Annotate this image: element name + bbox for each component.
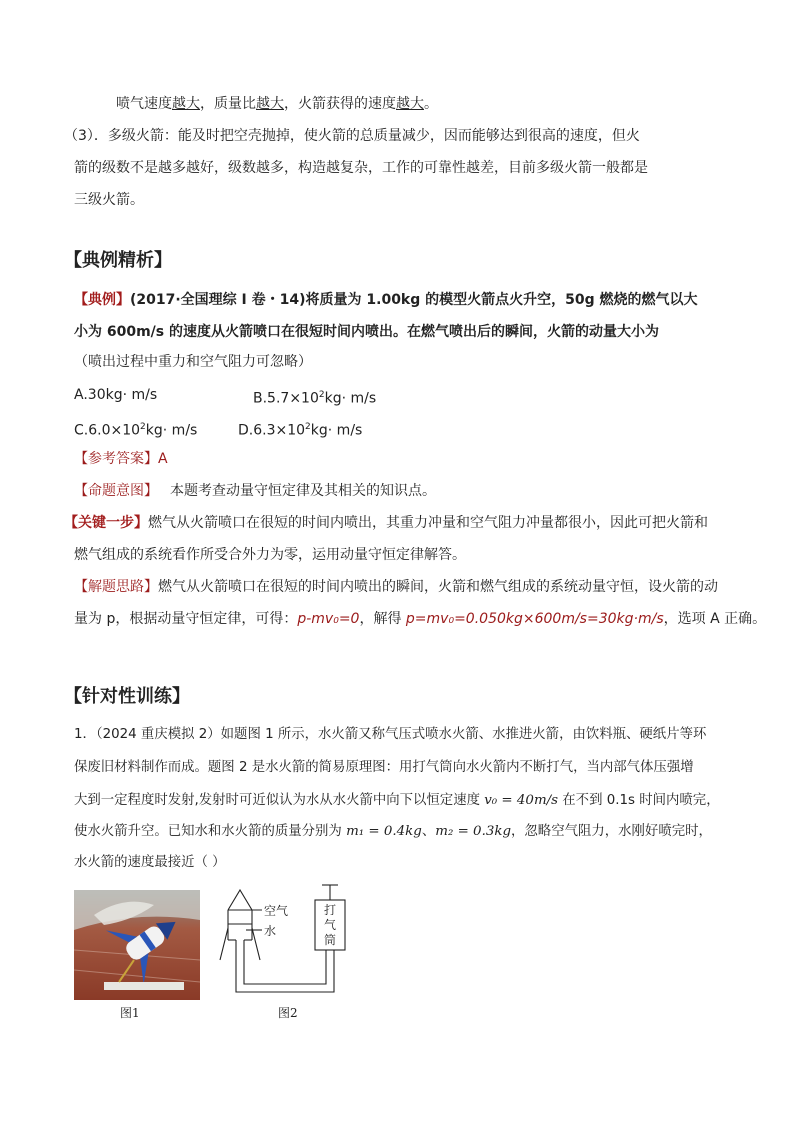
example-section-heading: 【典例精析】 bbox=[64, 250, 172, 271]
text: 大到一定程度时发射,发射时可近似认为水从水火箭中向下以恒定速度 bbox=[74, 793, 485, 808]
label-water: 水 bbox=[264, 924, 277, 938]
text: 量为 p，根据动量守恒定律，可得： bbox=[74, 611, 298, 627]
key-step-line-2: 燃气组成的系统看作所受合外力为零，运用动量守恒定律解答。 bbox=[74, 547, 466, 563]
underlined-answer: 越大 bbox=[172, 96, 200, 112]
water-rocket-photo bbox=[74, 890, 200, 1000]
text: 在不到 0.1s 时间内喷完， bbox=[558, 793, 720, 808]
pump-char: 打 bbox=[323, 903, 336, 917]
math-velocity: v₀ = 40m/s bbox=[484, 793, 559, 808]
answer-value: A bbox=[158, 451, 168, 467]
multistage-line-3: 三级火箭。 bbox=[74, 192, 144, 208]
example-tag: 【典例】 bbox=[74, 292, 130, 308]
text: C.6.0×10 bbox=[74, 422, 141, 439]
training-section-heading: 【针对性训练】 bbox=[64, 686, 190, 707]
text: kg· m/s bbox=[324, 390, 377, 407]
text: B.5.7×10 bbox=[253, 390, 319, 407]
equation: p=mv₀=0.050kg×600m/s=30kg·m/s bbox=[405, 611, 664, 627]
text: ，忽略空气阻力，水刚好喷完时， bbox=[511, 824, 712, 839]
exponent: 2 bbox=[305, 422, 311, 432]
pump-label bbox=[323, 903, 337, 948]
multistage-line-1: （3）．多级火箭：能及时把空壳抛掉，使火箭的总质量减少，因而能够达到很高的速度，但火 bbox=[64, 128, 640, 144]
text: kg· m/s bbox=[145, 422, 198, 439]
text: 使水火箭升空。已知水和水火箭的质量分别为 bbox=[74, 824, 347, 839]
solution-text: 燃气从火箭喷口在很短的时间内喷出的瞬间，火箭和燃气组成的系统动量守恒，设火箭的动 bbox=[158, 579, 718, 595]
example-line-1 bbox=[74, 290, 698, 310]
answer-tag: 【参考答案】 bbox=[74, 451, 158, 467]
solution-line-1 bbox=[74, 577, 718, 597]
equation: p-mv₀=0 bbox=[297, 611, 360, 627]
water-rocket-photo-icon bbox=[74, 890, 200, 1000]
q1-line-2: 保废旧材料制作而成。题图 2 是水火箭的简易原理图：用打气筒向水火箭内不断打气，当内部气体压强增 bbox=[74, 760, 694, 775]
q1-line-5: 水火箭的速度最接近（ ） bbox=[74, 855, 226, 870]
example-line-2: 小为 600m/s 的速度从火箭喷口在很短时间内喷出。在燃气喷出后的瞬间，火箭的动量大小为 bbox=[74, 324, 660, 340]
example-text: (2017·全国理综 I 卷・14)将质量为 1.00kg 的模型火箭点火升空，50g 燃烧的燃气以大 bbox=[130, 292, 698, 308]
option-d bbox=[238, 417, 362, 441]
exponent: 2 bbox=[318, 390, 325, 400]
q1-line-1: 1．（2024 重庆模拟 2）如题图 1 所示，水火箭又称气压式喷水火箭、水推进火箭，由饮料瓶、硬纸片等环 bbox=[74, 727, 707, 742]
label-air: 空气 bbox=[264, 904, 289, 918]
text: ，火箭获得的速度 bbox=[284, 96, 396, 112]
option-b bbox=[253, 385, 376, 409]
underlined-answer: 越大 bbox=[256, 96, 284, 112]
text: ，质量比 bbox=[200, 96, 256, 112]
option-c bbox=[74, 417, 197, 441]
exponent: 2 bbox=[140, 422, 146, 432]
water-rocket-schematic bbox=[212, 880, 362, 1002]
pump-char: 气 bbox=[323, 918, 336, 932]
text: 喷气速度 bbox=[116, 96, 172, 112]
intent-tag: 【命题意图】 bbox=[74, 483, 158, 499]
underlined-answer: 越大 bbox=[396, 96, 424, 112]
example-line-3: （喷出过程中重力和空气阻力可忽略） bbox=[74, 354, 312, 370]
text: D.6.3×10 bbox=[238, 422, 306, 439]
question-intent bbox=[74, 481, 436, 501]
math-mass-1: m₁ = 0.4kg bbox=[346, 824, 422, 839]
velocity-summary-line bbox=[116, 94, 438, 114]
text: ，选项 A 正确。 bbox=[663, 611, 767, 627]
solution-tag: 【解题思路】 bbox=[74, 579, 158, 595]
intent-text: 本题考查动量守恒定律及其相关的知识点。 bbox=[170, 483, 436, 499]
key-step-line-1 bbox=[64, 513, 708, 533]
option-a: A.30kg· m/s bbox=[74, 387, 158, 403]
math-mass-2: m₂ = 0.3kg bbox=[435, 824, 512, 839]
multistage-line-2: 箭的级数不是越多越好，级数越多，构造越复杂，工作的可靠性越差，目前多级火箭一般都是 bbox=[74, 160, 648, 176]
reference-answer bbox=[74, 449, 168, 469]
text: 。 bbox=[424, 96, 438, 112]
text: 、 bbox=[421, 824, 436, 839]
key-step-text: 燃气从火箭喷口在很短的时间内喷出，其重力冲量和空气阻力冲量都很小，因此可把火箭和 bbox=[148, 515, 708, 531]
figure-2-caption: 图2 bbox=[278, 1006, 298, 1020]
text: kg· m/s bbox=[310, 422, 363, 439]
solution-line-2 bbox=[74, 609, 766, 629]
q1-line-3 bbox=[74, 791, 720, 811]
pump-char: 筒 bbox=[323, 933, 336, 947]
key-step-tag: 【关键一步】 bbox=[64, 515, 148, 531]
figure-1-caption: 图1 bbox=[120, 1006, 140, 1020]
q1-line-4 bbox=[74, 822, 712, 842]
text: ，解得 bbox=[359, 611, 406, 627]
